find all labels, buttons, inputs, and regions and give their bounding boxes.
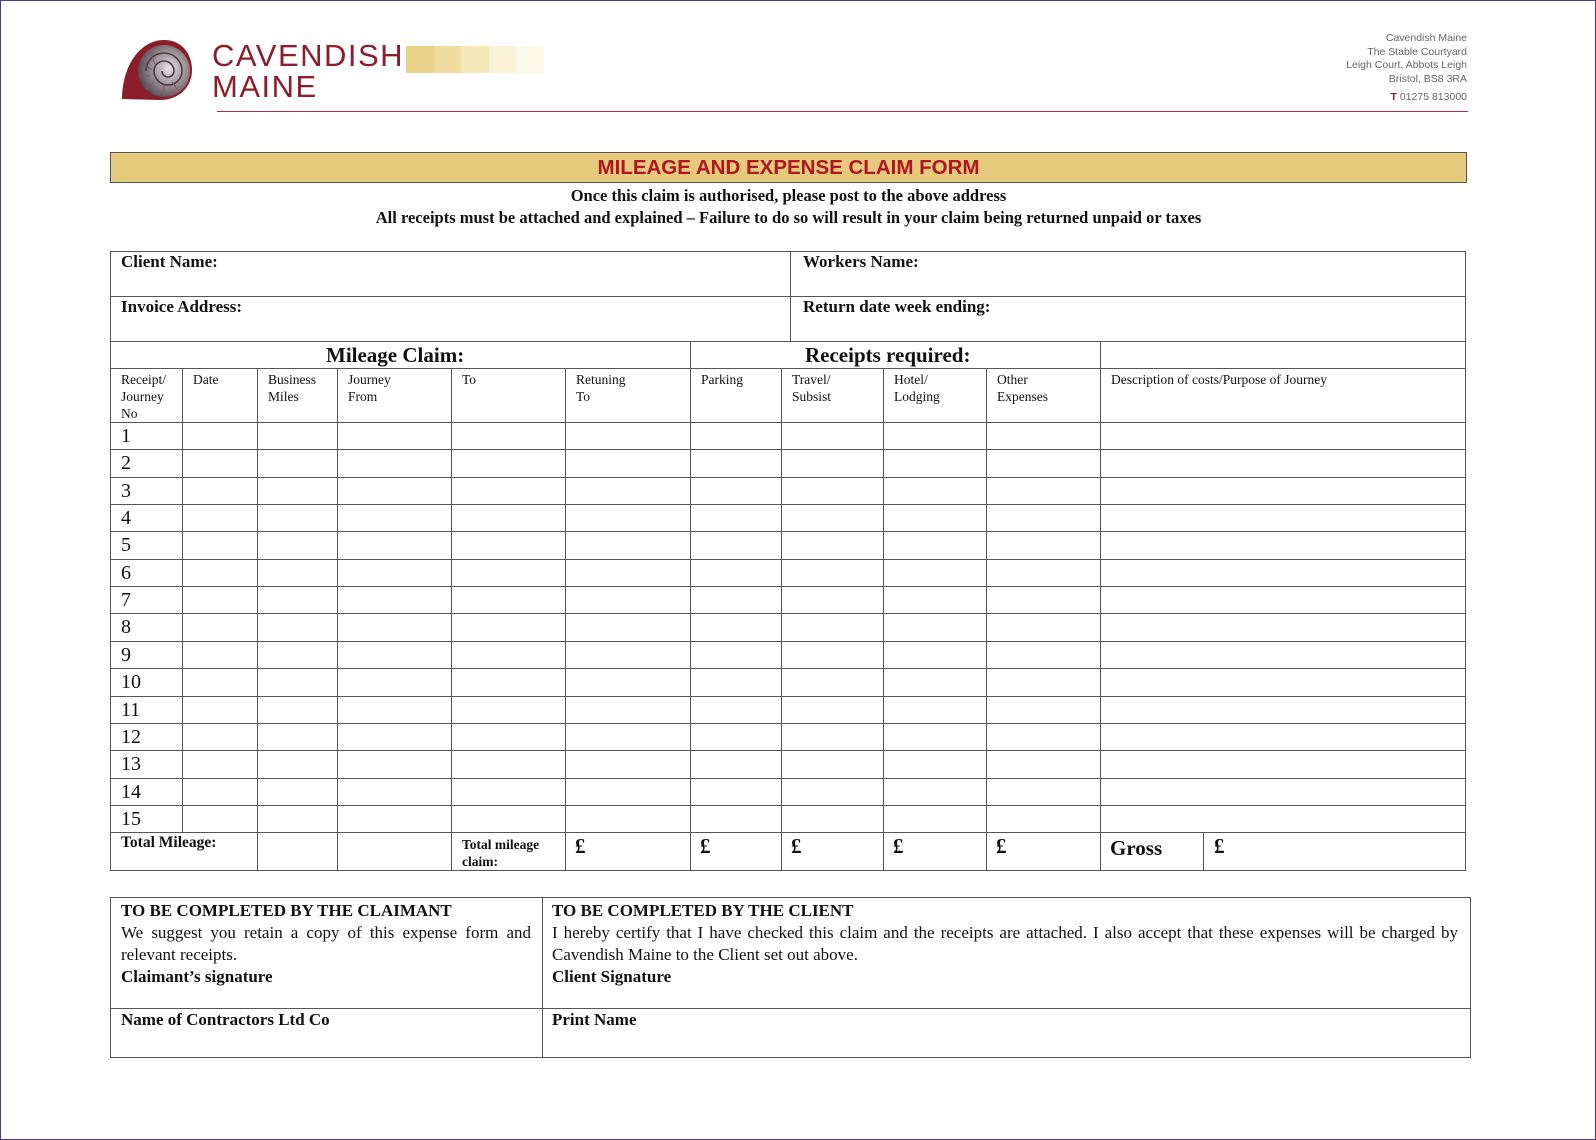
column-header-line: Parking (701, 372, 743, 387)
address-line: Leigh Court, Abbots Leigh (1346, 59, 1467, 71)
details-bottom-border (110, 341, 1466, 342)
row-number: 10 (121, 671, 141, 693)
section-split-mileage (690, 341, 691, 369)
form-title: MILEAGE AND EXPENSE CLAIM FORM (597, 156, 980, 179)
client-section (552, 900, 1458, 988)
column-header-line: No (121, 406, 138, 421)
column-header-bottom (110, 422, 1466, 423)
row-number: 8 (121, 616, 131, 638)
client-heading: TO BE COMPLETED BY THE CLIENT (552, 901, 854, 920)
row-number: 12 (121, 726, 141, 748)
column-divider (257, 368, 258, 833)
details-top-border (110, 251, 1466, 252)
totals-divider (565, 832, 566, 871)
row-border (110, 805, 1466, 806)
mileage-claim-heading: Mileage Claim: (326, 343, 465, 367)
signoff-mid-border (110, 1008, 1471, 1009)
contractor-name-label: Name of Contractors Ltd Co (121, 1010, 330, 1029)
row-border (110, 668, 1466, 669)
total-mileage-claim-line: claim: (462, 854, 498, 869)
row-border (110, 477, 1466, 478)
currency-symbol: £ (575, 834, 586, 858)
row-number: 6 (121, 562, 131, 584)
totals-bottom-border (110, 870, 1466, 871)
column-header (348, 371, 391, 405)
instruction-note-2: All receipts must be attached and explained – Failure to do so will result in your claim being returned unpaid or taxes (375, 208, 1202, 227)
currency-symbol: £ (791, 834, 802, 858)
currency-symbol: £ (893, 834, 904, 858)
row-border (110, 586, 1466, 587)
signoff-split (542, 897, 543, 1058)
invoice-address-label: Invoice Address: (121, 297, 243, 316)
column-header-line: Hotel/ (894, 372, 928, 387)
column-header (576, 371, 626, 405)
column-header-line: Journey (348, 372, 391, 387)
row-border (110, 613, 1466, 614)
row-border (110, 723, 1466, 724)
signoff-left-border (110, 897, 111, 1058)
column-header-line: Other (997, 372, 1028, 387)
column-header-line: Travel/ (792, 372, 831, 387)
column-header (268, 371, 316, 405)
row-number: 7 (121, 589, 131, 611)
row-border (110, 750, 1466, 751)
column-header (997, 371, 1048, 405)
column-header-line: To (462, 372, 477, 387)
section-header-bottom (110, 368, 1466, 369)
address-line: Cavendish Maine (1385, 32, 1467, 44)
total-mileage-label: Total Mileage: (121, 834, 217, 851)
row-border (110, 504, 1466, 505)
client-name-label: Client Name: (121, 252, 218, 271)
row-number: 2 (121, 452, 131, 474)
row-number: 13 (121, 753, 141, 775)
totals-divider (1100, 832, 1101, 871)
row-border (110, 531, 1466, 532)
signoff-right-border (1470, 897, 1471, 1058)
phone-label: T (1390, 91, 1397, 103)
column-header-line: Business (268, 372, 317, 387)
brand-line-1: CAVENDISH (212, 38, 405, 73)
claimant-heading: TO BE COMPLETED BY THE CLAIMANT (121, 901, 452, 920)
row-number: 11 (121, 699, 141, 721)
client-text: I hereby certify that I have checked this claim and the receipts are attached. I also accept that these expenses will be charged by Cavendish Maine to the Client set out above. (552, 923, 1458, 964)
brand-line-2: MAINE (212, 69, 318, 104)
print-name-label: Print Name (552, 1010, 637, 1029)
column-header-line: Receipt/ (121, 372, 166, 387)
column-header-line: Journey (121, 389, 164, 404)
address-line: The Stable Courtyard (1367, 45, 1467, 58)
column-divider (182, 368, 183, 833)
brand-swatch (434, 46, 461, 73)
row-border (110, 449, 1466, 450)
column-header (462, 371, 476, 388)
column-header-line: Subsist (792, 389, 832, 404)
column-header-line: Miles (268, 389, 299, 404)
details-split (790, 251, 791, 342)
signoff-top-border (110, 897, 1471, 898)
totals-divider (883, 832, 884, 871)
column-divider (883, 368, 884, 833)
total-mileage-claim-label (462, 836, 539, 870)
currency-symbol: £ (1214, 834, 1225, 858)
totals-divider (781, 832, 782, 871)
totals-divider (451, 832, 452, 871)
row-border (110, 696, 1466, 697)
totals-divider (257, 832, 258, 871)
brand-swatch (461, 46, 489, 73)
total-mileage-claim-line: Total mileage (462, 837, 540, 852)
column-header (894, 371, 940, 405)
totals-divider (986, 832, 987, 871)
column-divider (690, 368, 691, 833)
column-header-line: Expenses (997, 389, 1048, 404)
claimant-text: We suggest you retain a copy of this expense form and relevant receipts. (121, 923, 531, 964)
row-number: 9 (121, 644, 131, 666)
row-border (110, 832, 1466, 833)
row-number: 4 (121, 507, 131, 529)
nautilus-shell-icon (120, 36, 192, 102)
section-split-receipts (1100, 341, 1101, 369)
brand-swatch (516, 46, 544, 73)
brand-swatch (489, 46, 516, 73)
row-border (110, 641, 1466, 642)
claimant-section (121, 900, 531, 988)
column-header (1111, 371, 1327, 388)
row-number: 5 (121, 534, 131, 556)
currency-symbol: £ (996, 834, 1007, 858)
column-divider (337, 368, 338, 833)
gross-label: Gross (1110, 836, 1163, 860)
row-number: 15 (121, 808, 141, 830)
signoff-bottom-border (110, 1057, 1471, 1058)
column-header-line: From (348, 389, 378, 404)
phone-line (1346, 91, 1467, 105)
form-title-bar (110, 152, 1467, 183)
header-rule (217, 111, 1468, 112)
row-number: 3 (121, 480, 131, 502)
column-header-line: Description of costs/Purpose of Journey (1111, 372, 1327, 387)
column-divider (986, 368, 987, 833)
column-header (792, 371, 831, 405)
row-border (110, 559, 1466, 560)
column-header-line: Date (193, 372, 219, 387)
column-header-line: Lodging (894, 389, 940, 404)
workers-name-label: Workers Name: (803, 252, 919, 271)
table-right-border (1465, 251, 1466, 871)
instruction-note-1: Once this claim is authorised, please post to the above address (570, 186, 1007, 205)
client-signature-label: Client Signature (552, 967, 672, 986)
column-header (121, 371, 166, 422)
column-header-line: Retuning (576, 372, 626, 387)
claimant-signature-label: Claimant’s signature (121, 967, 273, 986)
column-divider (565, 368, 566, 833)
brand-swatch (406, 46, 434, 73)
column-divider (451, 368, 452, 833)
phone-number: 01275 813000 (1399, 91, 1467, 103)
totals-divider (690, 832, 691, 871)
return-date-label: Return date week ending: (803, 297, 991, 316)
column-header (701, 371, 743, 388)
row-number: 14 (121, 781, 141, 803)
column-divider (781, 368, 782, 833)
row-number: 1 (121, 425, 131, 447)
column-divider (1100, 368, 1101, 833)
row-border (110, 778, 1466, 779)
address-line: Bristol, BS8 3RA (1388, 72, 1467, 85)
totals-divider (1203, 832, 1204, 871)
currency-symbol: £ (700, 834, 711, 858)
brand-name (212, 40, 404, 102)
totals-divider (337, 832, 338, 871)
receipts-required-heading: Receipts required: (805, 343, 971, 367)
column-header (193, 371, 218, 388)
details-mid-border (110, 296, 1466, 297)
column-header-line: To (576, 389, 591, 404)
table-left-border (110, 251, 111, 871)
company-address (1346, 32, 1467, 105)
